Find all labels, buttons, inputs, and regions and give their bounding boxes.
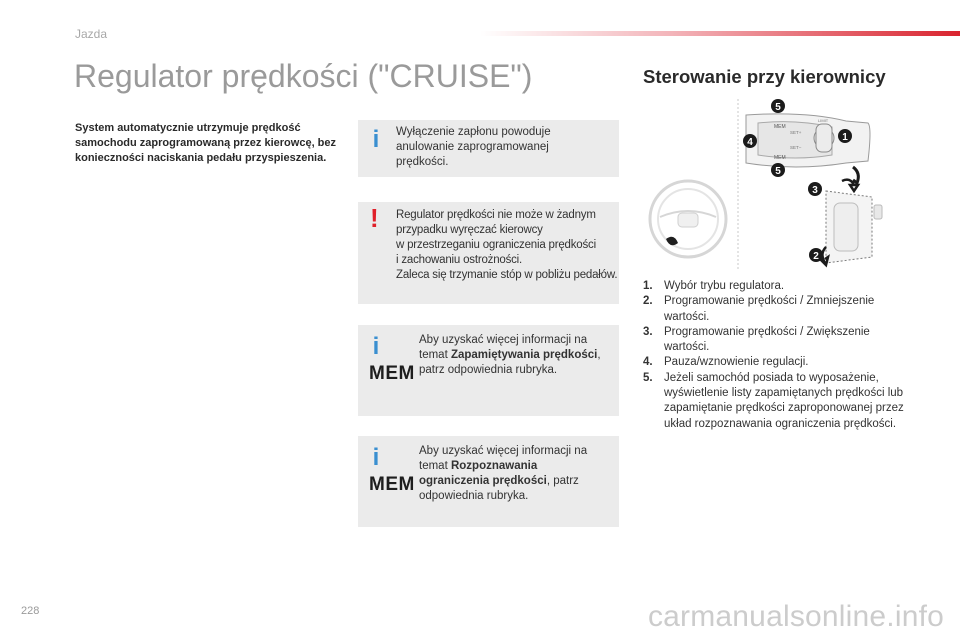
info-icon: i <box>372 444 380 471</box>
callout-5-bottom: 5 <box>775 166 781 177</box>
set-plus-label: SET+ <box>790 130 802 135</box>
page-title: Regulator prędkości ("CRUISE") <box>74 58 533 94</box>
info-box-recognition <box>358 436 619 527</box>
info-box-memory <box>358 325 619 416</box>
steering-controls-diagram <box>646 97 886 269</box>
list-item: 4. Pauza/wznowienie regulacji. <box>643 356 809 369</box>
limit-label: LIMIT <box>818 118 829 123</box>
warning-box <box>358 202 619 304</box>
warning-icon: ! <box>370 203 379 233</box>
controls-title: Sterowanie przy kierownicy <box>643 66 886 87</box>
steering-wheel-icon <box>650 181 726 257</box>
callout-5-top: 5 <box>775 102 781 113</box>
info-memory-text: Aby uzyskać więcej informacji na temat Zapamiętywania prędkości, patrz odpowiednia rubryka. <box>419 334 601 376</box>
set-minus-label: SET− <box>790 145 802 150</box>
page-number: 228 <box>21 605 40 617</box>
lever-illustration <box>820 180 882 265</box>
list-item: 5. Jeżeli samochód posiada to wyposażenie, wyświetlenie listy zapamiętanych prędkości lub zapamiętanie prędkości zaproponowanej przez układ rozpoznawania ograniczenia prędkości. <box>643 371 904 430</box>
callout-4: 4 <box>747 137 753 148</box>
section-label: Jazda <box>75 27 108 41</box>
info-icon: i <box>372 126 380 153</box>
callout-3: 3 <box>812 185 818 196</box>
mem-badge-icon: MEM <box>369 474 415 495</box>
list-item: 2. Programowanie prędkości / Zmniejszenie wartości. <box>643 295 875 323</box>
header-accent-bar <box>480 31 960 36</box>
watermark: carmanualsonline.info <box>647 600 944 633</box>
mem-upper-label: MEM <box>774 124 786 130</box>
info-ignition-text: Wyłączenie zapłonu powoduje anulowanie zaprogramowanej prędkości. <box>396 126 551 168</box>
info-box-ignition <box>358 120 619 177</box>
mem-badge-icon: MEM <box>369 363 415 384</box>
callout-1: 1 <box>842 132 848 143</box>
intro-text: System automatycznie utrzymuje prędkość samochodu zaprogramowaną przez kierowcę, bez konieczności naciskania pedału przyspieszenia. <box>75 122 337 164</box>
mem-lower-label: MEM <box>774 155 786 161</box>
list-item: 1. Wybór trybu regulatora. <box>643 280 785 292</box>
warning-text: Regulator prędkości nie może w żadnym przypadku wyręczać kierowcy w przestrzeganiu ograniczenia prędkości i zachowaniu ostrożności. Zaleca się trzymanie stóp w pobliżu pedałów. <box>396 209 618 281</box>
info-recognition-text: Aby uzyskać więcej informacji na temat Rozpoznawania ograniczenia prędkości, patrz odpowiednia rubryka. <box>419 445 588 502</box>
callout-2: 2 <box>813 251 819 262</box>
info-icon: i <box>372 333 380 360</box>
list-item: 3. Programowanie prędkości / Zwiększenie wartości. <box>643 325 870 354</box>
steps-list <box>643 279 913 432</box>
